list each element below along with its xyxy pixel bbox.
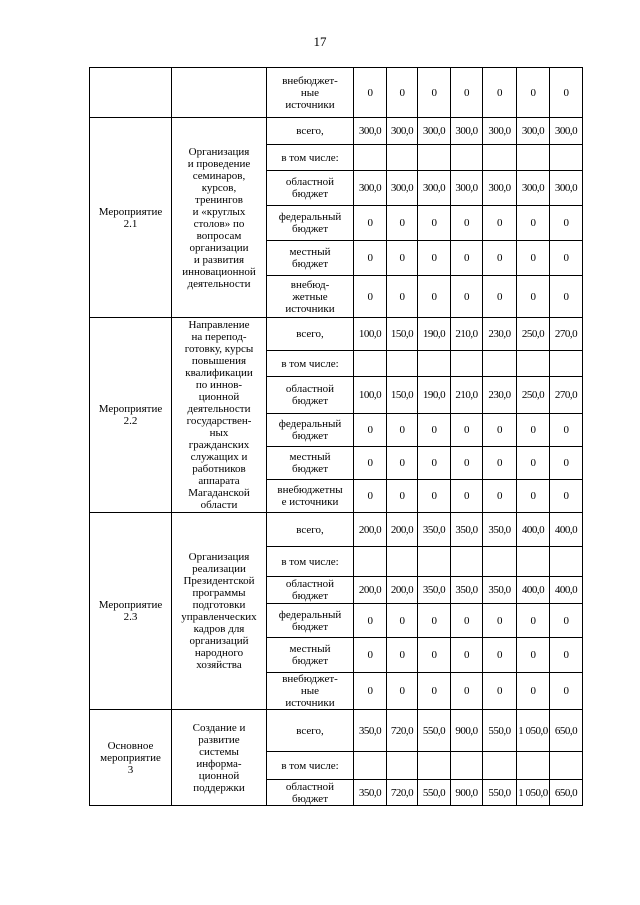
source-cell: внебюджет- ные источники xyxy=(267,68,354,118)
empty-value-cell xyxy=(550,547,583,577)
value-cell: 0 xyxy=(387,206,418,241)
source-cell: в том числе: xyxy=(267,351,354,377)
value-cell: 0 xyxy=(550,447,583,480)
value-cell: 300,0 xyxy=(354,118,387,145)
source-cell: внебюд- жетные источники xyxy=(267,276,354,318)
empty-value-cell xyxy=(451,145,483,171)
value-cell: 0 xyxy=(451,604,483,638)
source-cell: областной бюджет xyxy=(267,780,354,806)
value-cell: 0 xyxy=(418,604,451,638)
value-cell: 0 xyxy=(483,638,517,673)
value-cell: 230,0 xyxy=(483,377,517,414)
source-cell: местный бюджет xyxy=(267,241,354,276)
value-cell: 270,0 xyxy=(550,318,583,351)
empty-value-cell xyxy=(483,351,517,377)
measure-name-cell: Организация реализации Президентской программы подготовки управленческих кадров для организаций народного хозяйства xyxy=(172,513,267,710)
value-cell: 0 xyxy=(451,414,483,447)
value-cell: 0 xyxy=(550,68,583,118)
source-cell: всего, xyxy=(267,710,354,752)
value-cell: 550,0 xyxy=(483,780,517,806)
value-cell: 0 xyxy=(354,414,387,447)
value-cell: 150,0 xyxy=(387,318,418,351)
table-row xyxy=(90,118,583,145)
source-cell: внебюджетны е источники xyxy=(267,480,354,513)
value-cell: 0 xyxy=(354,447,387,480)
value-cell: 0 xyxy=(451,447,483,480)
page-number: 17 xyxy=(313,34,327,49)
value-cell: 0 xyxy=(387,673,418,710)
empty-value-cell xyxy=(354,145,387,171)
value-cell: 0 xyxy=(550,480,583,513)
empty-value-cell xyxy=(550,351,583,377)
value-cell: 0 xyxy=(517,604,550,638)
value-cell: 550,0 xyxy=(483,710,517,752)
value-cell: 0 xyxy=(387,447,418,480)
value-cell: 400,0 xyxy=(517,577,550,604)
value-cell: 0 xyxy=(387,68,418,118)
value-cell: 0 xyxy=(483,241,517,276)
source-cell: федеральный бюджет xyxy=(267,206,354,241)
value-cell: 720,0 xyxy=(387,710,418,752)
value-cell: 0 xyxy=(387,604,418,638)
value-cell: 0 xyxy=(550,206,583,241)
measure-name-cell: Организация и проведение семинаров, курсов, тренингов и «круглых столов» по вопросам организации и развития инновационной деятельности xyxy=(172,118,267,318)
source-cell: областной бюджет xyxy=(267,377,354,414)
value-cell: 0 xyxy=(354,206,387,241)
source-cell: в том числе: xyxy=(267,547,354,577)
empty-value-cell xyxy=(418,351,451,377)
empty-value-cell xyxy=(517,351,550,377)
table-row xyxy=(90,710,583,752)
empty-value-cell xyxy=(451,547,483,577)
value-cell: 0 xyxy=(387,480,418,513)
value-cell: 300,0 xyxy=(483,118,517,145)
value-cell: 400,0 xyxy=(517,513,550,547)
value-cell: 300,0 xyxy=(387,118,418,145)
value-cell: 0 xyxy=(451,241,483,276)
table-row xyxy=(90,318,583,351)
value-cell: 210,0 xyxy=(451,318,483,351)
event-cell: Мероприятие 2.2 xyxy=(90,318,172,513)
source-cell: областной бюджет xyxy=(267,577,354,604)
value-cell: 0 xyxy=(418,673,451,710)
value-cell: 900,0 xyxy=(451,710,483,752)
source-cell: всего, xyxy=(267,513,354,547)
value-cell: 0 xyxy=(354,276,387,318)
value-cell: 190,0 xyxy=(418,318,451,351)
empty-value-cell xyxy=(550,752,583,780)
value-cell: 210,0 xyxy=(451,377,483,414)
value-cell: 0 xyxy=(354,480,387,513)
value-cell: 350,0 xyxy=(483,513,517,547)
value-cell: 400,0 xyxy=(550,513,583,547)
table-row xyxy=(90,513,583,547)
value-cell: 0 xyxy=(387,276,418,318)
value-cell: 0 xyxy=(517,414,550,447)
value-cell: 0 xyxy=(517,68,550,118)
value-cell: 0 xyxy=(483,206,517,241)
value-cell: 0 xyxy=(354,68,387,118)
value-cell: 300,0 xyxy=(550,171,583,206)
value-cell: 0 xyxy=(418,480,451,513)
value-cell: 650,0 xyxy=(550,710,583,752)
empty-value-cell xyxy=(451,752,483,780)
value-cell: 0 xyxy=(451,206,483,241)
value-cell: 300,0 xyxy=(483,171,517,206)
name-cell-empty xyxy=(172,68,267,118)
value-cell: 0 xyxy=(483,447,517,480)
value-cell: 0 xyxy=(483,276,517,318)
value-cell: 1 050,0 xyxy=(517,780,550,806)
value-cell: 0 xyxy=(418,206,451,241)
value-cell: 100,0 xyxy=(354,377,387,414)
event-cell-empty xyxy=(90,68,172,118)
empty-value-cell xyxy=(483,145,517,171)
value-cell: 0 xyxy=(451,276,483,318)
source-cell: внебюджет- ные источники xyxy=(267,673,354,710)
value-cell: 300,0 xyxy=(517,118,550,145)
value-cell: 0 xyxy=(517,480,550,513)
source-cell: всего, xyxy=(267,318,354,351)
empty-value-cell xyxy=(418,752,451,780)
value-cell: 350,0 xyxy=(418,577,451,604)
value-cell: 0 xyxy=(354,604,387,638)
value-cell: 0 xyxy=(483,673,517,710)
value-cell: 0 xyxy=(354,673,387,710)
value-cell: 300,0 xyxy=(550,118,583,145)
value-cell: 400,0 xyxy=(550,577,583,604)
value-cell: 200,0 xyxy=(354,577,387,604)
value-cell: 200,0 xyxy=(387,577,418,604)
value-cell: 0 xyxy=(550,673,583,710)
value-cell: 100,0 xyxy=(354,318,387,351)
value-cell: 0 xyxy=(483,604,517,638)
value-cell: 550,0 xyxy=(418,780,451,806)
value-cell: 0 xyxy=(418,414,451,447)
empty-value-cell xyxy=(483,547,517,577)
value-cell: 0 xyxy=(517,276,550,318)
empty-value-cell xyxy=(387,752,418,780)
event-cell: Мероприятие 2.3 xyxy=(90,513,172,710)
value-cell: 300,0 xyxy=(418,118,451,145)
value-cell: 0 xyxy=(354,241,387,276)
source-cell: федеральный бюджет xyxy=(267,414,354,447)
value-cell: 0 xyxy=(517,447,550,480)
value-cell: 0 xyxy=(451,638,483,673)
empty-value-cell xyxy=(451,351,483,377)
empty-value-cell xyxy=(418,145,451,171)
value-cell: 300,0 xyxy=(451,118,483,145)
value-cell: 0 xyxy=(550,241,583,276)
value-cell: 0 xyxy=(387,414,418,447)
value-cell: 550,0 xyxy=(418,710,451,752)
empty-value-cell xyxy=(354,547,387,577)
value-cell: 0 xyxy=(451,480,483,513)
empty-value-cell xyxy=(354,752,387,780)
value-cell: 0 xyxy=(418,241,451,276)
value-cell: 350,0 xyxy=(418,513,451,547)
value-cell: 350,0 xyxy=(451,577,483,604)
value-cell: 0 xyxy=(418,68,451,118)
value-cell: 300,0 xyxy=(387,171,418,206)
value-cell: 270,0 xyxy=(550,377,583,414)
value-cell: 0 xyxy=(517,638,550,673)
value-cell: 300,0 xyxy=(451,171,483,206)
value-cell: 0 xyxy=(451,673,483,710)
event-cell: Основное мероприятие 3 xyxy=(90,710,172,806)
value-cell: 0 xyxy=(451,68,483,118)
value-cell: 350,0 xyxy=(483,577,517,604)
value-cell: 0 xyxy=(387,638,418,673)
empty-value-cell xyxy=(517,145,550,171)
value-cell: 250,0 xyxy=(517,318,550,351)
value-cell: 200,0 xyxy=(354,513,387,547)
source-cell: областной бюджет xyxy=(267,171,354,206)
value-cell: 900,0 xyxy=(451,780,483,806)
empty-value-cell xyxy=(483,752,517,780)
source-cell: местный бюджет xyxy=(267,638,354,673)
value-cell: 230,0 xyxy=(483,318,517,351)
value-cell: 0 xyxy=(418,447,451,480)
value-cell: 0 xyxy=(483,480,517,513)
value-cell: 0 xyxy=(550,638,583,673)
source-cell: всего, xyxy=(267,118,354,145)
value-cell: 0 xyxy=(483,68,517,118)
value-cell: 0 xyxy=(483,414,517,447)
value-cell: 0 xyxy=(418,638,451,673)
measure-name-cell: Создание и развитие системы информа- ционной поддержки xyxy=(172,710,267,806)
source-cell: в том числе: xyxy=(267,752,354,780)
source-cell: местный бюджет xyxy=(267,447,354,480)
empty-value-cell xyxy=(517,547,550,577)
empty-value-cell xyxy=(387,351,418,377)
value-cell: 0 xyxy=(387,241,418,276)
value-cell: 350,0 xyxy=(354,710,387,752)
value-cell: 0 xyxy=(517,206,550,241)
empty-value-cell xyxy=(550,145,583,171)
event-cell: Мероприятие 2.1 xyxy=(90,118,172,318)
empty-value-cell xyxy=(387,547,418,577)
empty-value-cell xyxy=(387,145,418,171)
value-cell: 0 xyxy=(418,276,451,318)
value-cell: 200,0 xyxy=(387,513,418,547)
value-cell: 150,0 xyxy=(387,377,418,414)
value-cell: 300,0 xyxy=(517,171,550,206)
value-cell: 350,0 xyxy=(354,780,387,806)
value-cell: 0 xyxy=(517,241,550,276)
value-cell: 1 050,0 xyxy=(517,710,550,752)
value-cell: 650,0 xyxy=(550,780,583,806)
source-cell: федеральный бюджет xyxy=(267,604,354,638)
empty-value-cell xyxy=(354,351,387,377)
value-cell: 0 xyxy=(550,604,583,638)
value-cell: 300,0 xyxy=(354,171,387,206)
value-cell: 0 xyxy=(550,276,583,318)
value-cell: 300,0 xyxy=(418,171,451,206)
budget-table xyxy=(89,67,583,806)
value-cell: 250,0 xyxy=(517,377,550,414)
value-cell: 720,0 xyxy=(387,780,418,806)
table-row xyxy=(90,68,583,118)
value-cell: 190,0 xyxy=(418,377,451,414)
value-cell: 0 xyxy=(354,638,387,673)
source-cell: в том числе: xyxy=(267,145,354,171)
value-cell: 0 xyxy=(517,673,550,710)
value-cell: 0 xyxy=(550,414,583,447)
empty-value-cell xyxy=(418,547,451,577)
empty-value-cell xyxy=(517,752,550,780)
measure-name-cell: Направление на перепод- готовку, курсы повышения квалификации по иннов- ционной деятельности государствен- ных гражданских служащих и работников аппарата Магаданской области xyxy=(172,318,267,513)
value-cell: 350,0 xyxy=(451,513,483,547)
